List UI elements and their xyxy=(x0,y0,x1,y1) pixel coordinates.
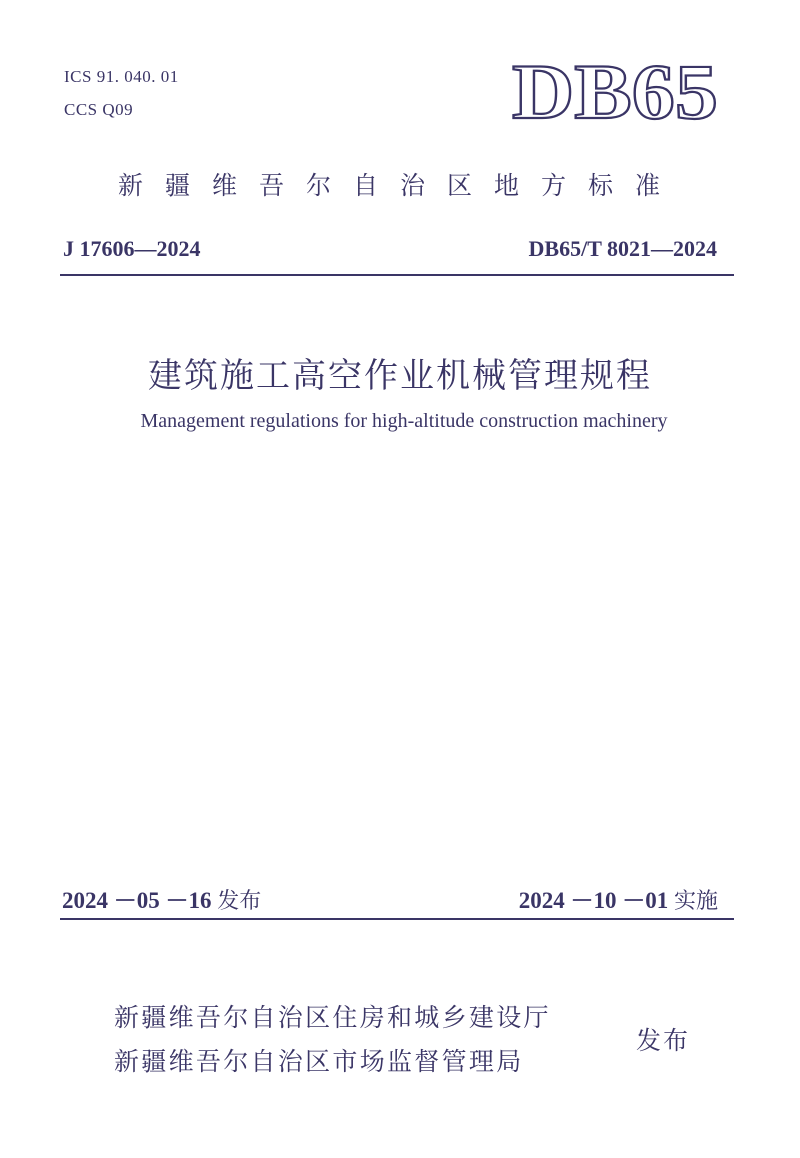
svg-text:DB65: DB65 xyxy=(512,56,718,130)
issue-date-line xyxy=(62,882,261,915)
implement-label: 实施 xyxy=(673,889,718,914)
ccs-code: CCS Q09 xyxy=(64,100,134,119)
issue-label: 发布 xyxy=(217,889,262,914)
title-chinese: 建筑施工高空作业机械管理规程 xyxy=(148,356,652,396)
issuer-action: 发布 xyxy=(636,1026,691,1055)
issue-date: 2024 －05 －16 xyxy=(62,888,212,913)
standard-number: DB65/T 8021—2024 xyxy=(528,236,717,261)
title-english: Management regulations for high-altitude construction machinery xyxy=(140,410,668,432)
issuer-market-regulation: 新疆维吾尔自治区市场监督管理局 xyxy=(114,1047,524,1076)
bottom-divider xyxy=(60,918,734,920)
issuer-housing-department: 新疆维吾尔自治区住房和城乡建设厅 xyxy=(114,1003,551,1032)
implement-date-line xyxy=(519,882,718,915)
implement-date: 2024 －10 －01 xyxy=(518,888,669,913)
ics-code: ICS 91. 040. 01 xyxy=(64,67,179,86)
standard-type: 新疆维吾尔自治区地方标准 xyxy=(117,171,682,200)
record-number: J 17606—2024 xyxy=(63,236,201,261)
top-divider xyxy=(60,274,734,276)
db65-logo xyxy=(512,56,722,130)
